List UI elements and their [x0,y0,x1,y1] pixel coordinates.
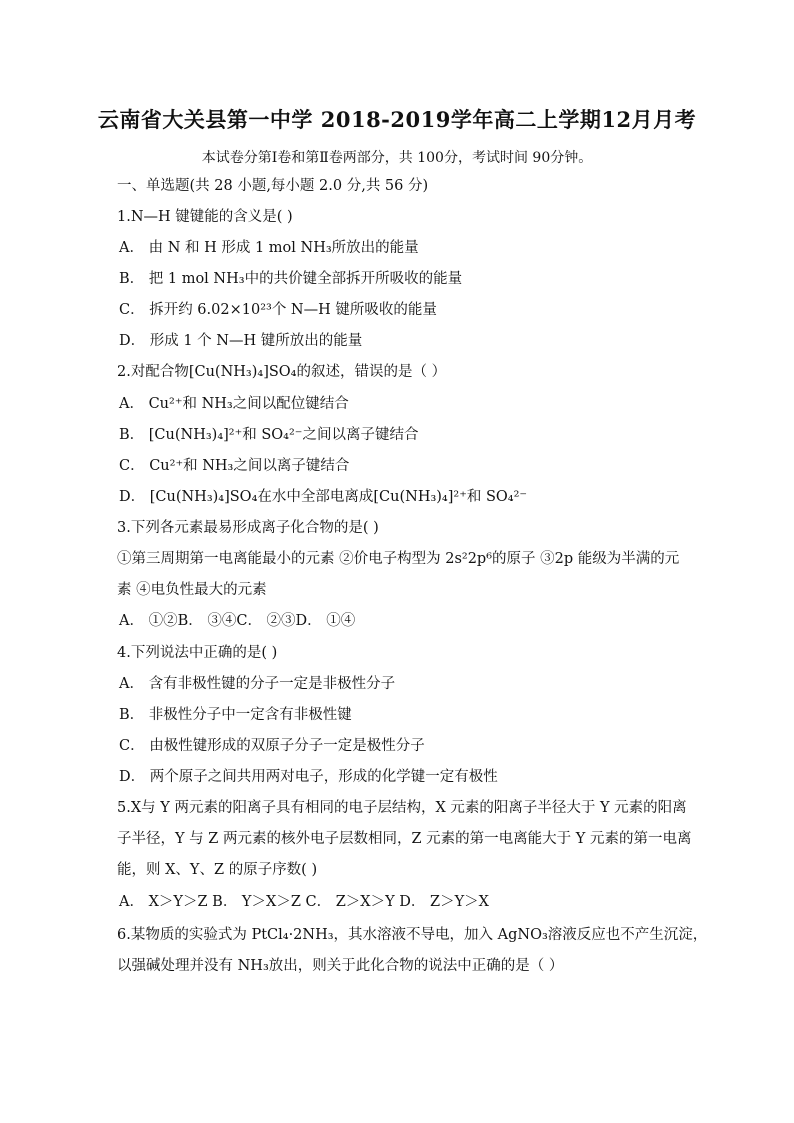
question-1-option-b: B． 把 1 mol NH₃中的共价键全部拆开所吸收的能量 [119,271,463,287]
section-heading: 一、单选题(共 28 小题,每小题 2.0 分,共 56 分) [117,178,429,194]
question-4-option-c: C． 由极性键形成的双原子分子一定是极性分子 [119,738,425,754]
question-3-options: A． ①②B． ③④C． ②③D． ①④ [119,613,356,629]
exam-subtitle: 本试卷分第Ⅰ卷和第Ⅱ卷两部分，共 100分，考试时间 90分钟。 [201,150,593,166]
question-1-option-c: C． 拆开约 6.02×10²³个 N—H 键所吸收的能量 [119,302,437,318]
question-4-stem: 4.下列说法中正确的是( ) [117,645,278,661]
exam-title: 云南省大关县第一中学 2018-2019学年高二上学期12月月考 [97,107,697,132]
question-4-option-b: B． 非极性分子中一定含有非极性键 [119,707,352,723]
question-6-text-line-1: 6.某物质的实验式为 PtCl₄·2NH₃，其水溶液不导电，加入 AgNO₃溶液反应也不产生沉淀， [117,927,708,943]
question-2-stem: 2.对配合物[Cu(NH₃)₄]SO₄的叙述，错误的是（ ） [117,364,447,380]
question-2-option-b: B． [Cu(NH₃)₄]²⁺和 SO₄²⁻之间以离子键结合 [119,427,419,443]
question-1-stem: 1.N—H 键键能的含义是( ) [117,209,293,225]
question-5-text-line-2: 子半径，Y 与 Z 两元素的核外电子层数相同，Z 元素的第一电离能大于 Y 元素的第一电离 [117,831,692,847]
question-3-text-line-1: ①第三周期第一电离能最小的元素 ②价电子构型为 2s²2p⁶的原子 ③2p 能级为半满的元 [117,551,680,567]
question-5-options: A． X＞Y＞Z B． Y＞X＞Z C． Z＞X＞Y D． Z＞Y＞X [119,894,489,910]
question-1-option-d: D． 形成 1 个 N—H 键所放出的能量 [119,333,363,349]
question-4-option-a: A． 含有非极性键的分子一定是非极性分子 [119,676,396,692]
question-5-text-line-3: 能，则 X、Y、Z 的原子序数( ) [117,862,318,878]
question-1-option-a: A． 由 N 和 H 形成 1 mol NH₃所放出的能量 [119,240,419,256]
question-3-text-line-2: 素 ④电负性最大的元素 [117,582,267,598]
question-6-text-line-2: 以强碱处理并没有 NH₃放出，则关于此化合物的说法中正确的是（ ） [117,958,564,974]
question-2-option-d: D． [Cu(NH₃)₄]SO₄在水中全部电离成[Cu(NH₃)₄]²⁺和 SO₄²⁻ [119,489,528,505]
question-2-option-a: A． Cu²⁺和 NH₃之间以配位键结合 [119,396,349,412]
question-4-option-d: D． 两个原子之间共用两对电子，形成的化学键一定有极性 [119,769,498,785]
question-3-stem: 3.下列各元素最易形成离子化合物的是( ) [117,520,379,536]
question-2-option-c: C． Cu²⁺和 NH₃之间以离子键结合 [119,458,350,474]
question-5-text-line-1: 5.X与 Y 两元素的阳离子具有相同的电子层结构，X 元素的阳离子半径大于 Y 元素的阳离 [117,800,687,816]
